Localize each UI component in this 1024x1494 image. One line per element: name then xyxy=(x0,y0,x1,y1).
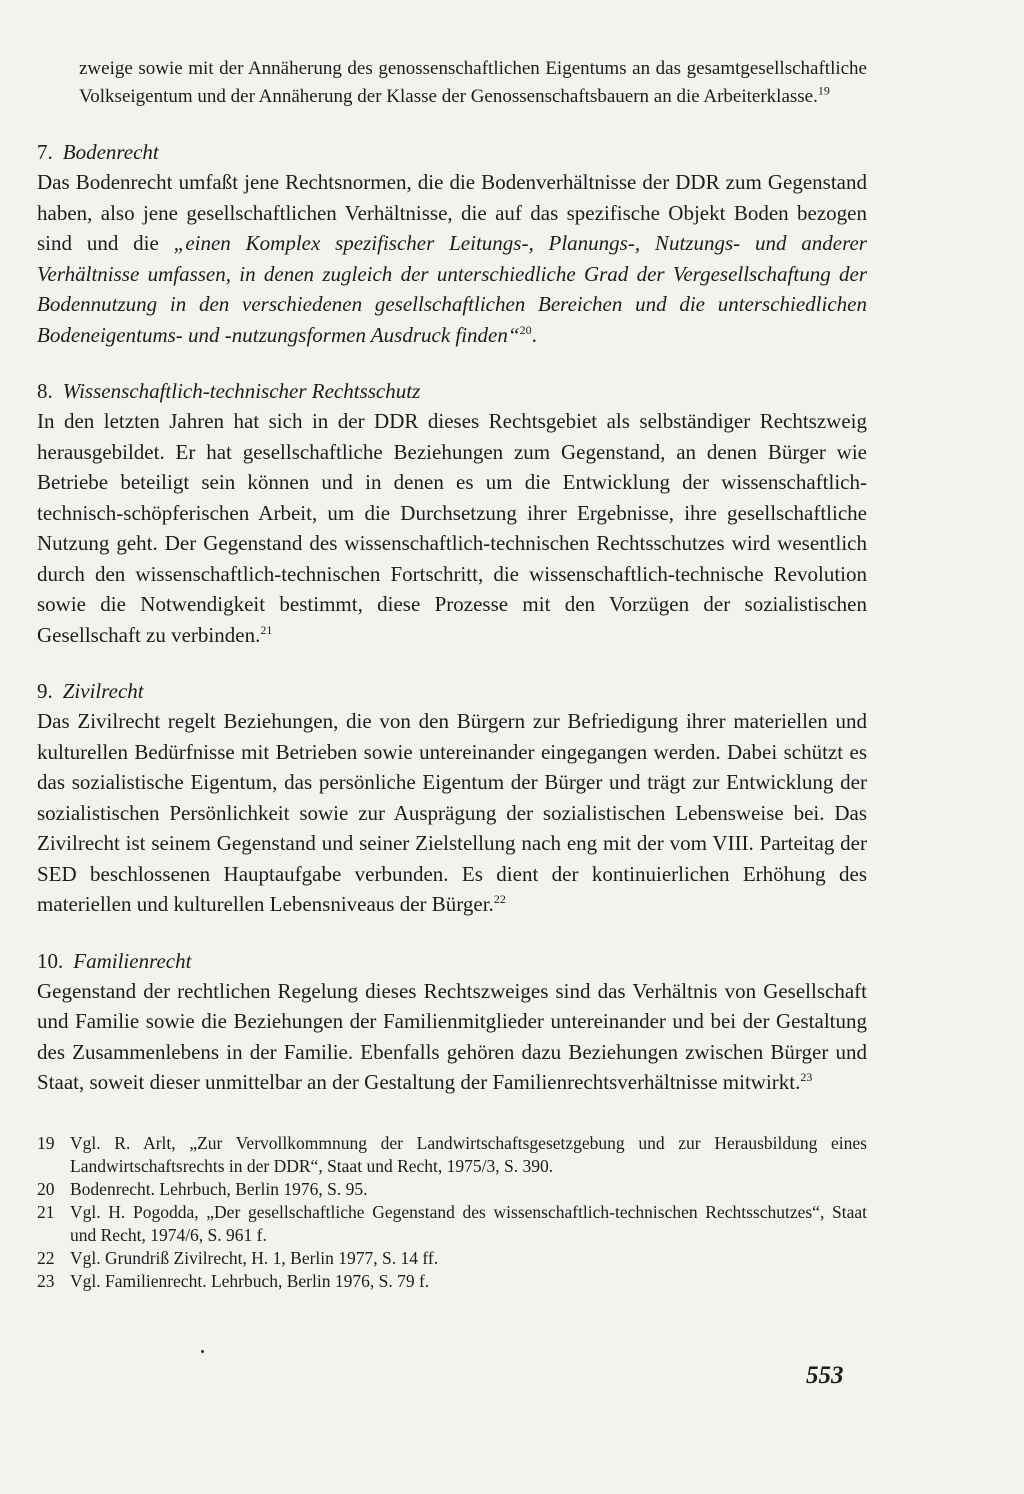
footnote-number: 22 xyxy=(37,1247,55,1268)
footnote-ref: 21 xyxy=(260,622,273,637)
section-title: Familienrecht xyxy=(73,948,192,973)
footnote xyxy=(37,1178,867,1201)
section-familienrecht xyxy=(37,946,867,1098)
body-text-end: . xyxy=(531,322,537,347)
section-body xyxy=(37,976,867,1098)
footnote-ref: 20 xyxy=(519,322,532,337)
footnote-ref: 23 xyxy=(800,1070,813,1084)
footnote xyxy=(37,1201,867,1247)
section-zivilrecht xyxy=(37,676,867,920)
intro-text: zweige sowie mit der Annäherung des genossenschaftlichen Eigentums an das gesamtgesellschaftliche Volkseigentum und der Annäherung der Klasse der Genossenschaftsbauern an die Arbeiterklasse. xyxy=(79,58,867,107)
section-rechtsschutz xyxy=(37,376,867,650)
section-heading xyxy=(37,676,867,706)
section-number: 9. xyxy=(37,679,53,703)
section-number: 7. xyxy=(37,140,53,164)
page-content xyxy=(37,55,867,1293)
page-number: 553 xyxy=(806,1362,844,1389)
footnote-ref: 19 xyxy=(817,83,830,98)
body-text: Das Bodenrecht umfaßt jene Rechtsnormen, die die Bodenverhältnisse der DDR zum Gegenstand haben, also jene gesellschaftlichen Verhältnisse, die auf das spezifische Objekt Boden bezogen sind und die xyxy=(37,170,867,255)
section-bodenrecht xyxy=(37,137,867,350)
section-heading xyxy=(37,376,867,406)
footnote-ref: 22 xyxy=(493,892,506,906)
section-title: Wissenschaftlich-technischer Rechtsschutz xyxy=(62,379,421,403)
footnote-number: 23 xyxy=(37,1270,55,1291)
section-heading xyxy=(37,946,867,976)
footnote-text: Bodenrecht. Lehrbuch, Berlin 1976, S. 95. xyxy=(70,1178,368,1199)
quoted-text: „einen Komplex spezifischer Leitungs-, Planungs-, Nutzungs- und anderer Verhältnisse umfassen, in denen zugleich der unterschiedliche Grad der Vergesellschaftung der Bodennutzung in den verschiedenen gesellschaftlichen Bereichen und die unterschiedlichen Bodeneigentums- und -nutzungsformen Ausdruck finden“ xyxy=(37,231,867,347)
section-heading xyxy=(37,137,867,167)
section-title: Zivilrecht xyxy=(62,679,144,703)
footnote-text: Vgl. Grundriß Zivilrecht, H. 1, Berlin 1977, S. 14 ff. xyxy=(70,1247,439,1268)
print-speck xyxy=(201,1350,204,1353)
footnote xyxy=(37,1270,867,1293)
body-text: Das Zivilrecht regelt Beziehungen, die von den Bürgern zur Befriedigung ihrer materiellen und kulturellen Bedürfnisse mit Betrieben sowie untereinander eingegangen werden. Dabei schützt es das sozialistische Eigentum, das persönliche Eigentum der Bürger und trägt zur Entwicklung der sozialistischen Persönlichkeit sowie zur Ausprägung der sozialistischen Lebensweise bei. Das Zivilrecht ist seinem Gegenstand und seiner Zielstellung nach eng mit der vom VIII. Parteitag der SED beschlossenen Hauptaufgabe verbunden. Es dient der kontinuierlichen Erhöhung des materiellen und kulturellen Lebensniveaus der Bürger. xyxy=(37,709,867,916)
intro-paragraph xyxy=(37,55,867,111)
footnote-text: Vgl. H. Pogodda, „Der gesellschaftliche Gegenstand des wissenschaftlich-technischen Rechtsschutzes“, Staat und Recht, 1974/6, S. 961 f. xyxy=(70,1201,867,1245)
footnote-number: 21 xyxy=(37,1201,55,1222)
footnote-number: 20 xyxy=(37,1178,55,1199)
body-text: In den letzten Jahren hat sich in der DDR dieses Rechtsgebiet als selbständiger Rechtszweig herausgebildet. Er hat gesellschaftliche Beziehungen zum Gegenstand, an denen Bürger wie Betriebe beteiligt sein können und in denen es um die Entwicklung der wissenschaftlich-technisch-schöpferischen Arbeit, um die Durchsetzung ihrer Ergebnisse, ihre gesellschaftliche Nutzung geht. Der Gegenstand des wissenschaftlich-technischen Rechtsschutzes wird wesentlich durch den wissenschaftlich-technischen Fortschritt, die wissenschaftlich-technische Revolution sowie die Notwendigkeit bestimmt, diese Prozesse mit den Vorzügen der sozialistischen Gesellschaft zu verbinden. xyxy=(37,409,867,647)
footnotes xyxy=(37,1132,867,1293)
section-number: 10. xyxy=(37,948,64,973)
footnote-text: Vgl. Familienrecht. Lehrbuch, Berlin 1976, S. 79 f. xyxy=(70,1270,430,1291)
footnote xyxy=(37,1132,867,1178)
footnote xyxy=(37,1247,867,1270)
section-number: 8. xyxy=(37,379,53,403)
footnote-text: Vgl. R. Arlt, „Zur Vervollkommnung der Landwirtschaftsgesetzgebung und zur Herausbildung eines Landwirtschaftsrechts in der DDR“, Staat und Recht, 1975/3, S. 390. xyxy=(70,1132,867,1176)
section-body xyxy=(37,706,867,920)
section-body xyxy=(37,406,867,650)
footnote-number: 19 xyxy=(37,1132,55,1153)
body-text: Gegenstand der rechtlichen Regelung dieses Rechtszweiges sind das Verhältnis von Gesellschaft und Familie sowie die Beziehungen der Familienmitglieder untereinander und bei der Gestaltung des Zusammenlebens in der Familie. Ebenfalls gehören dazu Beziehungen zwischen Bürger und Staat, soweit dieser unmittelbar an der Gestaltung der Familienrechtsverhältnisse mitwirkt. xyxy=(37,978,867,1094)
section-title: Bodenrecht xyxy=(62,140,159,164)
section-body xyxy=(37,167,867,350)
